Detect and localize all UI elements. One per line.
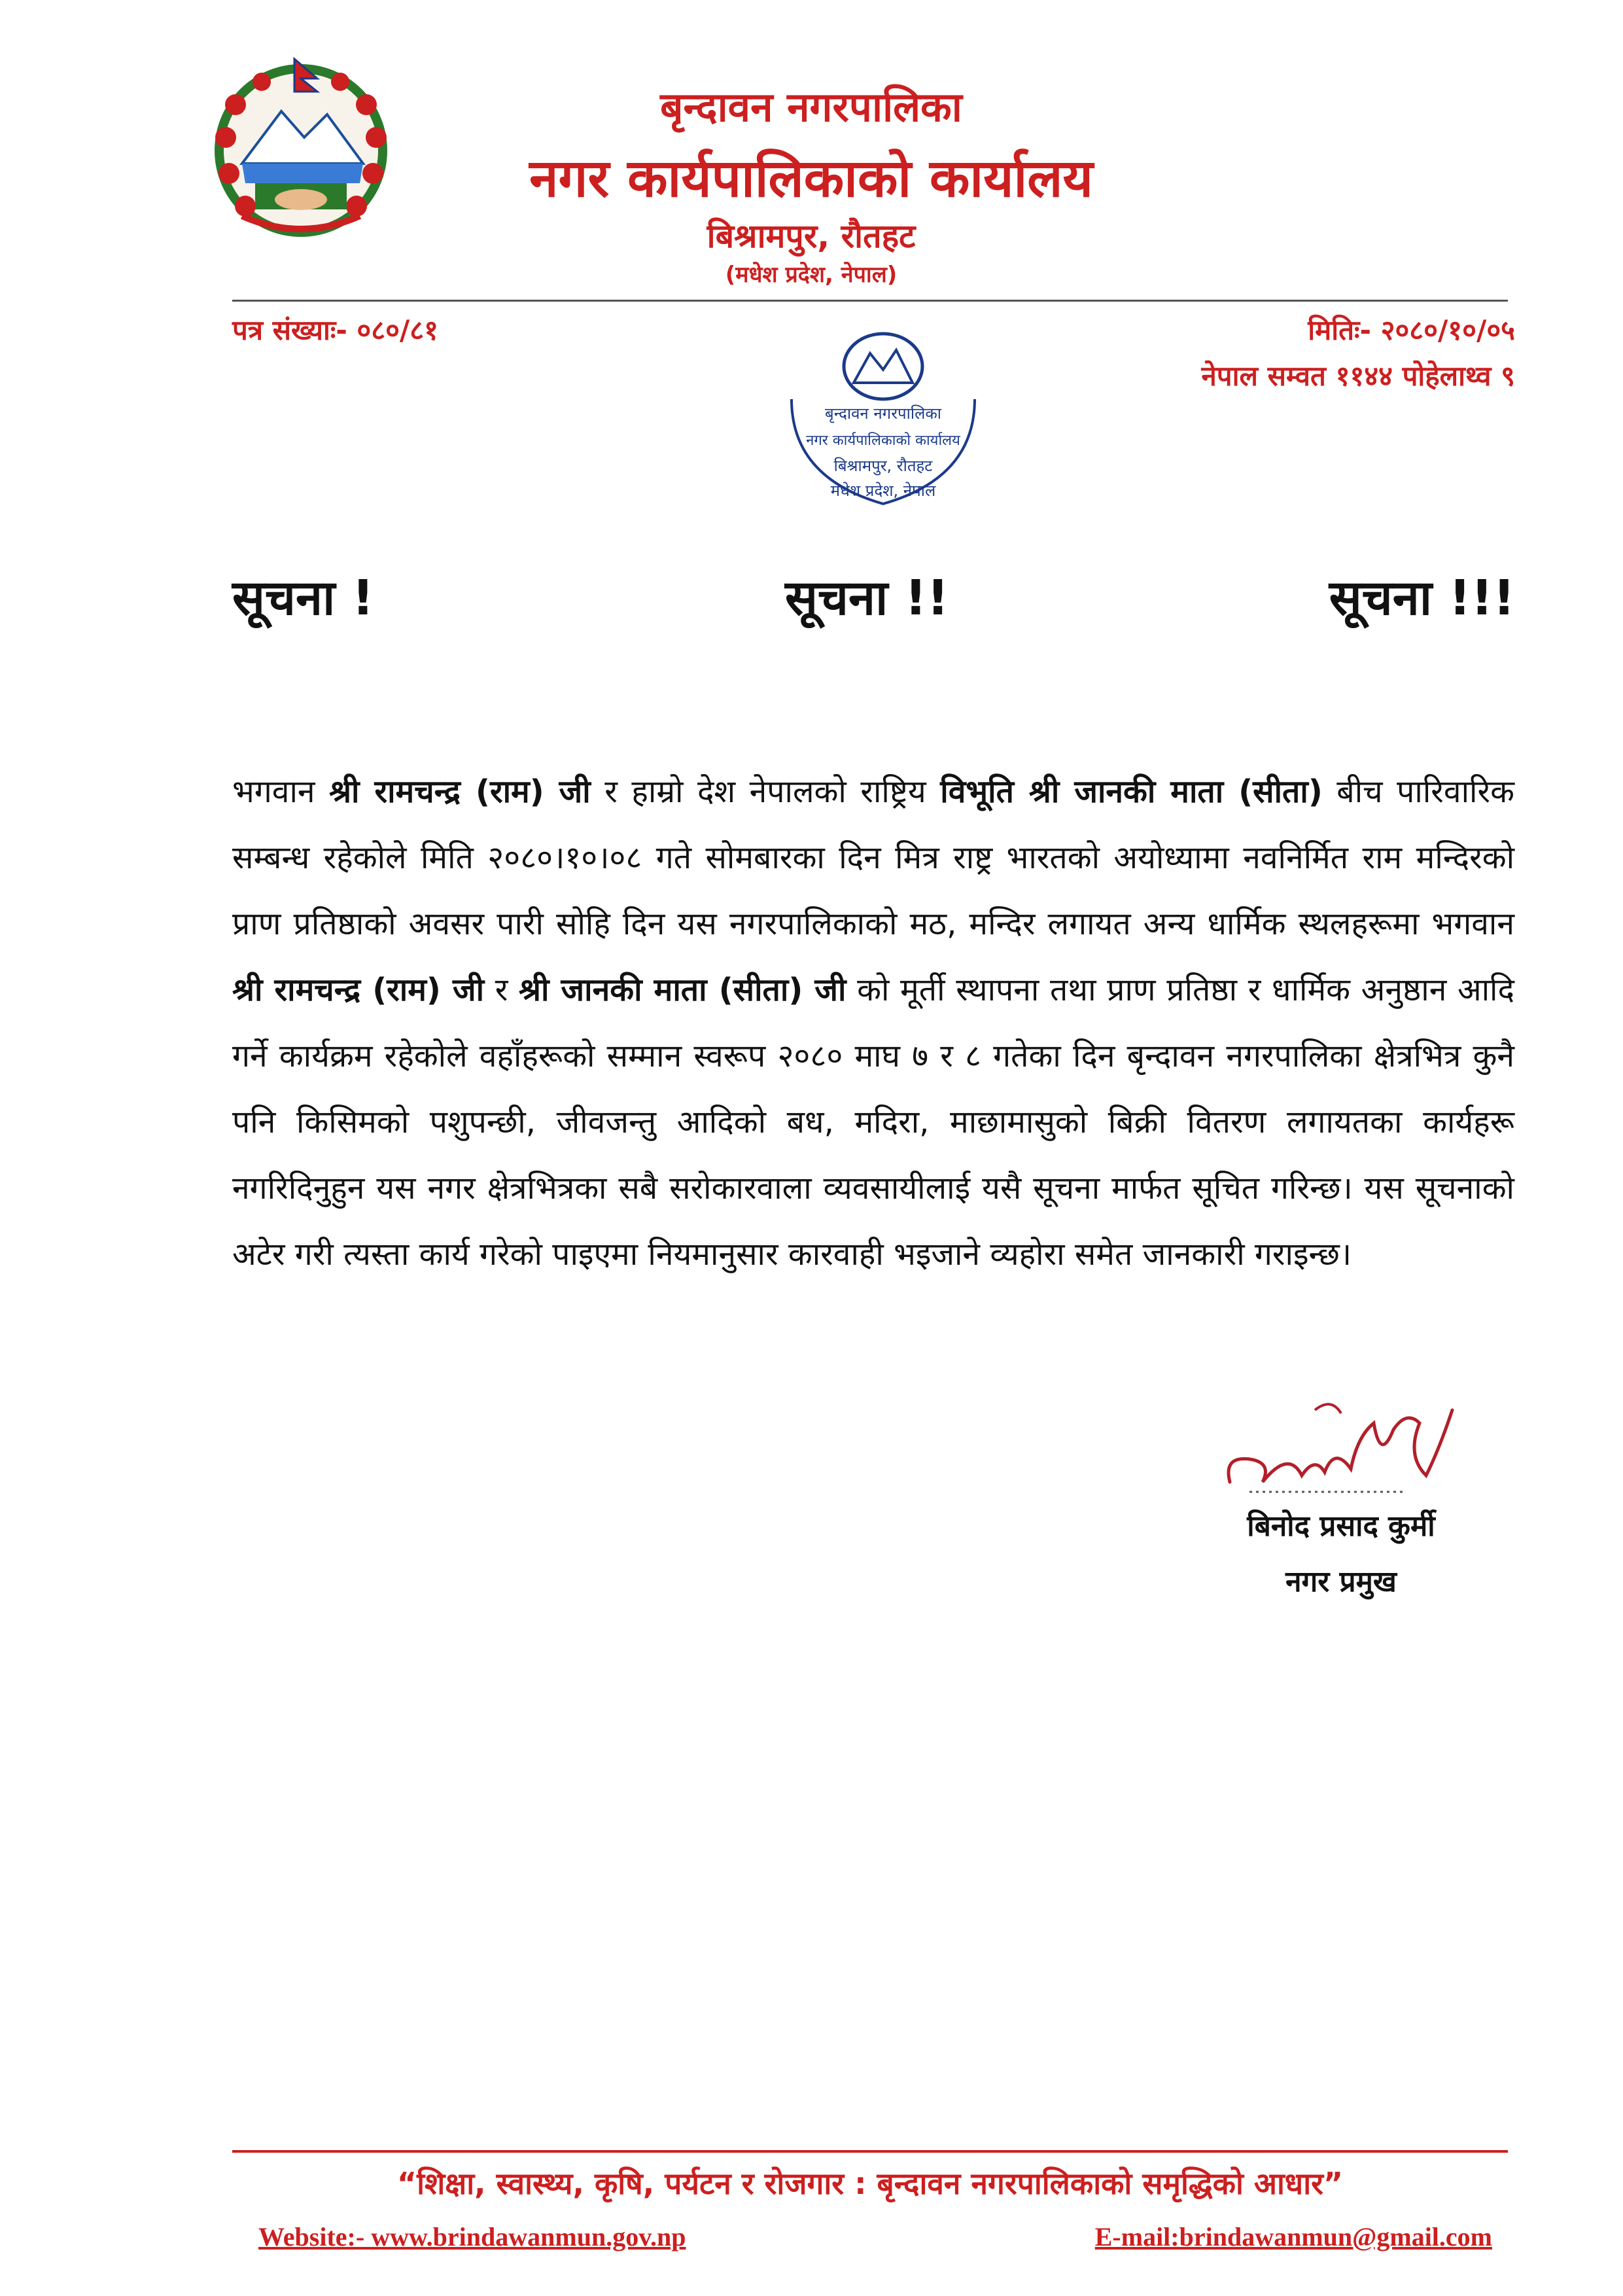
notice-heading: सूचना !! <box>785 570 949 626</box>
body-text: र हाम्रो देश नेपालको राष्ट्रिय <box>590 773 941 810</box>
footer-divider <box>232 2150 1508 2153</box>
notice-heading: सूचना ! <box>232 570 374 626</box>
signatory-name: बिनोद प्रसाद कुर्मी <box>1247 1510 1435 1543</box>
header-divider <box>232 300 1508 302</box>
issue-date: मितिः- २०८०/१०/०५ <box>1308 314 1515 346</box>
stamp-line-2: नगर कार्यपालिकाको कार्यालय <box>806 433 960 449</box>
body-text: र <box>484 972 519 1008</box>
body-text: भगवान <box>232 773 330 810</box>
handwritten-signature-icon <box>1210 1384 1472 1508</box>
body-emphasis: श्री रामचन्द्र (राम) जी <box>232 972 485 1008</box>
body-text: को मूर्ती स्थापना तथा प्राण प्रतिष्ठा र धार्मिक अनुष्ठान आदि गर्ने कार्यक्रम रहेकोले वहाँहरूको सम्मान स्वरूप २०८० माघ ७ र ८ गतेका दिन बृन्दावन नगरपालिका क्षेत्रभित्र कुनै पनि किसिमको पशुपन्छी, जीवजन्तु आदिको बध, मदिरा, माछामासुको बिक्री वितरण लगायतका कार्यहरू नगरिदिनुहुन यस नगर क्षेत्रभित्रका सबै सरोकारवाला व्यवसायीलाई यसै सूचना मार्फत सूचित गरिन्छ। यस सूचनाको अटेर गरी त्यस्ता कार्य गरेको पाइएमा नियमानुसार कारवाही भइजाने व्यहोरा समेत जानकारी गराइन्छ। <box>232 972 1514 1273</box>
office-name: नगर कार्यपालिकाको कार्यालय <box>529 148 1093 209</box>
nepal-sambat-date: नेपाल सम्वत ११४४ पोहेलाथ्व ९ <box>1201 360 1515 392</box>
nepal-government-emblem-icon <box>196 52 406 249</box>
body-text: बीच पारिवारिक सम्बन्ध रहेकोले मिति २०८०।१०।०८ गते सोमबारका दिन मित्र राष्ट्र भारतको अयोध्यामा नवनिर्मित राम मन्दिरको प्राण प्रतिष्ठाको अवसर पारी सोहि दिन यस नगरपालिकाको मठ, मन्दिर लगायत अन्य धार्मिक स्थलहरूमा भगवान <box>232 773 1514 942</box>
body-emphasis: विभूति श्री जानकी माता (सीता) <box>940 773 1323 810</box>
stamp-line-1: बृन्दावन नगरपालिका <box>824 404 942 423</box>
stamp-line-4: मधेश प्रदेश, नेपाल <box>830 482 936 500</box>
municipality-name: बृन्दावन नगरपालिका <box>660 83 962 131</box>
stamp-line-3: बिश्रामपुर, रौतहट <box>833 457 933 475</box>
signatory-title: नगर प्रमुख <box>1285 1565 1397 1598</box>
office-province: (मधेश प्रदेश, नेपाल) <box>725 262 898 288</box>
notice-heading: सूचना !!! <box>1329 570 1515 626</box>
body-emphasis: श्री जानकी माता (सीता) जी <box>519 972 846 1008</box>
email-link[interactable]: E-mail:brindawanmun@gmail.com <box>1094 2222 1492 2252</box>
body-emphasis: श्री रामचन्द्र (राम) जी <box>329 773 591 810</box>
office-address: बिश्रामपुर, रौतहट <box>707 217 916 255</box>
reference-number: पत्र संख्याः- ०८०/८१ <box>232 314 438 346</box>
website-link[interactable]: Website:- www.brindawanmun.gov.np <box>258 2222 686 2252</box>
office-stamp-icon <box>765 321 1001 517</box>
footer-motto: “शिक्षा, स्वास्थ्य, कृषि, पर्यटन र रोजगार : बृन्दावन नगरपालिकाको समृद्धिको आधार” <box>396 2166 1344 2201</box>
notice-body <box>232 759 1514 1288</box>
